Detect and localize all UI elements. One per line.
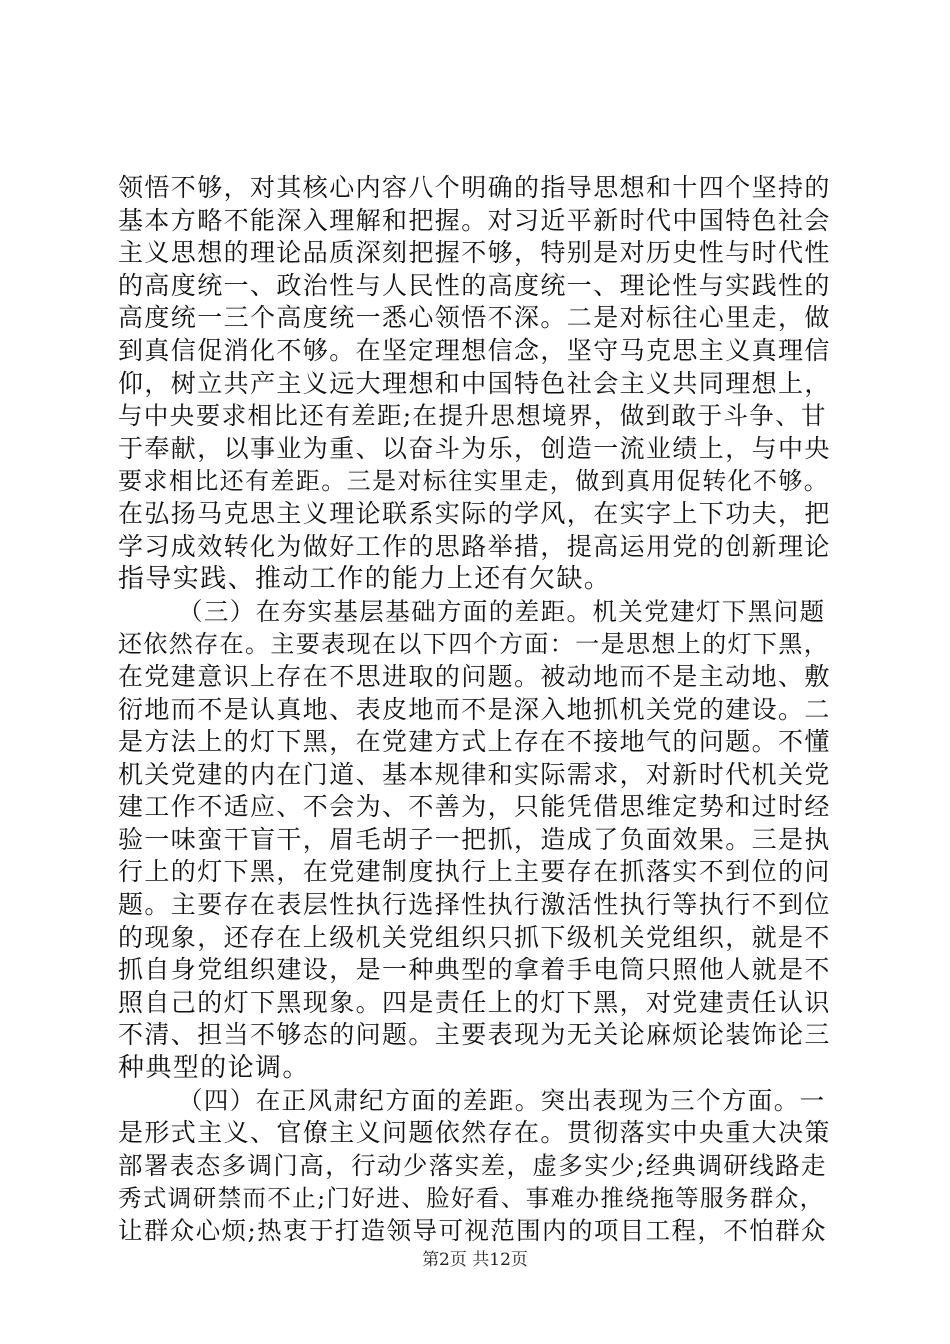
text-line: 高度统一三个高度统一悉心领悟不深。二是对标往心里走，做 — [118, 303, 831, 333]
text-line: 机关党建的内在门道、基本规律和实际需求，对新时代机关党 — [118, 759, 831, 789]
text-line: 秀式调研禁而不止;门好进、脸好看、事难办推绕拖等服务群众， — [118, 1184, 825, 1213]
text-line: 是形式主义、官僚主义问题依然存在。贯彻落实中央重大决策 — [118, 1118, 831, 1148]
text-line: 题。主要存在表层性执行选择性执行激活性执行等执行不到位 — [118, 890, 831, 920]
text-line: 行上的灯下黑，在党建制度执行上主要存在抓落实不到位的问 — [118, 857, 831, 887]
text-line: 让群众心烦;热衷于打造领导可视范围内的项目工程，不怕群众 — [118, 1216, 827, 1245]
text-line: 基本方略不能深入理解和把握。对习近平新时代中国特色社会 — [118, 205, 831, 235]
text-line: 部署表态多调门高，行动少落实差，虚多实少;经典调研线路走 — [118, 1150, 827, 1180]
text-line: 种典型的论调。 — [118, 1053, 310, 1084]
text-line: 在党建意识上存在不思进取的问题。被动地而不是主动地、敷 — [118, 661, 831, 691]
text-line: 还依然存在。主要表现在以下四个方面：一是思想上的灯下黑， — [118, 630, 830, 659]
page-number-footer: 第2页 共12页 — [422, 1250, 528, 1270]
text-line: 仰，树立共产主义远大理想和中国特色社会主义共同理想上， — [118, 368, 831, 398]
text-line: 衍地而不是认真地、表皮地而不是深入地抓机关党的建设。二 — [118, 694, 831, 724]
paragraph-heading-3: （三）在夯实基层基础方面的差距。机关党建灯下黑问题 — [178, 596, 826, 626]
text-line: 学习成效转化为做好工作的思路举措，提高运用党的创新理论 — [118, 531, 831, 561]
text-line: 与中央要求相比还有差距;在提升思想境界，做到敢于斗争、甘 — [118, 401, 827, 431]
paragraph-heading-4: （四）在正风肃纪方面的差距。突出表现为三个方面。一 — [178, 1085, 826, 1115]
text-line: 照自己的灯下黑现象。四是责任上的灯下黑，对党建责任认识 — [118, 987, 831, 1017]
text-line: 在弘扬马克思主义理论联系实际的学风，在实字上下功夫，把 — [118, 498, 831, 528]
text-line: 领悟不够，对其核心内容八个明确的指导思想和十四个坚持的 — [118, 173, 831, 202]
text-line: 建工作不适应、不会为、不善为，只能凭借思维定势和过时经 — [118, 792, 831, 822]
text-line: 主义思想的理论品质深刻把握不够，特别是对历史性与时代性 — [118, 238, 831, 268]
text-line: 于奉献，以事业为重、以奋斗为乐，创造一流业绩上，与中央 — [118, 433, 831, 463]
text-line: 指导实践、推动工作的能力上还有欠缺。 — [118, 564, 612, 595]
body-text — [118, 172, 834, 1248]
text-line: 不清、担当不够态的问题。主要表现为无关论麻烦论装饰论三 — [118, 1020, 831, 1050]
text-line: 要求相比还有差距。三是对标往实里走，做到真用促转化不够。 — [118, 467, 830, 496]
text-line: 的高度统一、政治性与人民性的高度统一、理论性与实践性的 — [118, 270, 831, 300]
text-line: 验一味蛮干盲干，眉毛胡子一把抓，造成了负面效果。三是执 — [118, 824, 831, 854]
text-line: 到真信促消化不够。在坚定理想信念，坚守马克思主义真理信 — [118, 335, 831, 365]
text-line: 的现象，还存在上级机关党组织只抓下级机关党组织，就是不 — [118, 922, 831, 952]
text-line: 抓自身党组织建设，是一种典型的拿着手电筒只照他人就是不 — [118, 955, 831, 985]
text-line: 是方法上的灯下黑，在党建方式上存在不接地气的问题。不懂 — [118, 727, 831, 757]
